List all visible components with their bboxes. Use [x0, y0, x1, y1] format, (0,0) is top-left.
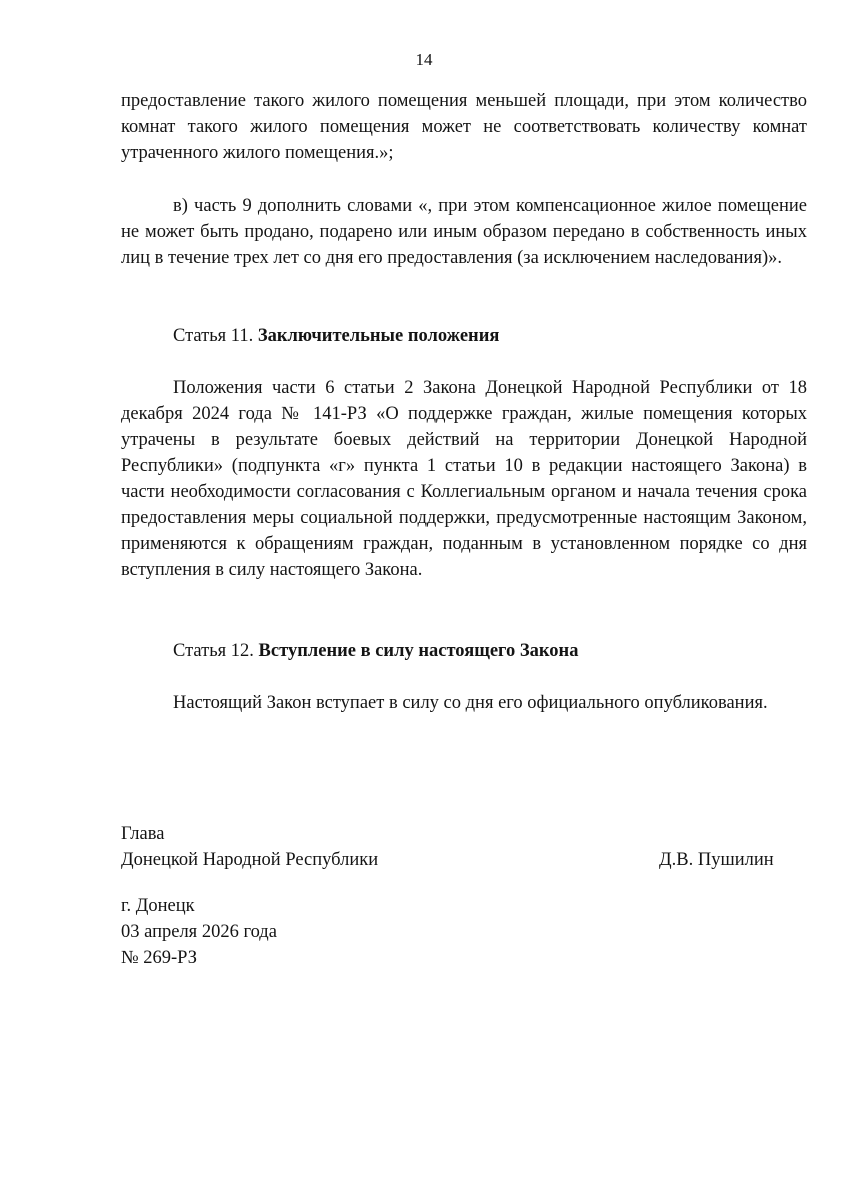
signatory-position-line2: Донецкой Народной Республики: [121, 850, 379, 870]
paragraph-continuation: предоставление такого жилого помещения меньшей площади, при этом количество комнат такого жилого помещения может не соответствовать количеству комнат утраченного жилого помещения.»;: [121, 91, 807, 163]
article-12-heading: [121, 638, 807, 664]
law-number: № 269-РЗ: [121, 948, 197, 968]
paragraph-part-9: в) часть 9 дополнить словами «, при этом компенсационное жилое помещение не может быть продано, подарено или иным образом передано в собственность иных лиц в течение трех лет со дня его предоставления (за исключением наследования)».: [121, 196, 807, 268]
article-11-heading: [121, 323, 807, 349]
signatory-name: Д.В. Пушилин: [659, 850, 774, 870]
signing-place: г. Донецк: [121, 896, 195, 916]
article-11-title: Заключительные положения: [257, 326, 500, 346]
page-number: 14: [415, 50, 433, 69]
signing-date: 03 апреля 2026 года: [121, 922, 277, 942]
article-12-title: Вступление в силу настоящего Закона: [258, 641, 579, 661]
article-12-prefix: Статья 12.: [173, 641, 254, 661]
signatory-position-line1: Глава: [121, 824, 165, 844]
article-12-body: Настоящий Закон вступает в силу со дня его официального опубликования.: [173, 693, 768, 713]
article-11-body: Положения части 6 статьи 2 Закона Донецкой Народной Республики от 18 декабря 2024 года № 141-РЗ «О поддержке граждан, жилые помещения которых утрачены в результате боевых действий на территории Донецкой Народной Республики» (подпункта «г» пункта 1 статьи 10 в редакции настоящего Закона) в части необходимости согласования с Коллегиальным органом и начала течения срока предоставления меры социальной поддержки, предусмотренные настоящим Законом, применяются к обращениям граждан, поданным в установленном порядке со дня вступления в силу настоящего Закона.: [121, 378, 807, 580]
article-11-prefix: Статья 11.: [173, 326, 254, 346]
